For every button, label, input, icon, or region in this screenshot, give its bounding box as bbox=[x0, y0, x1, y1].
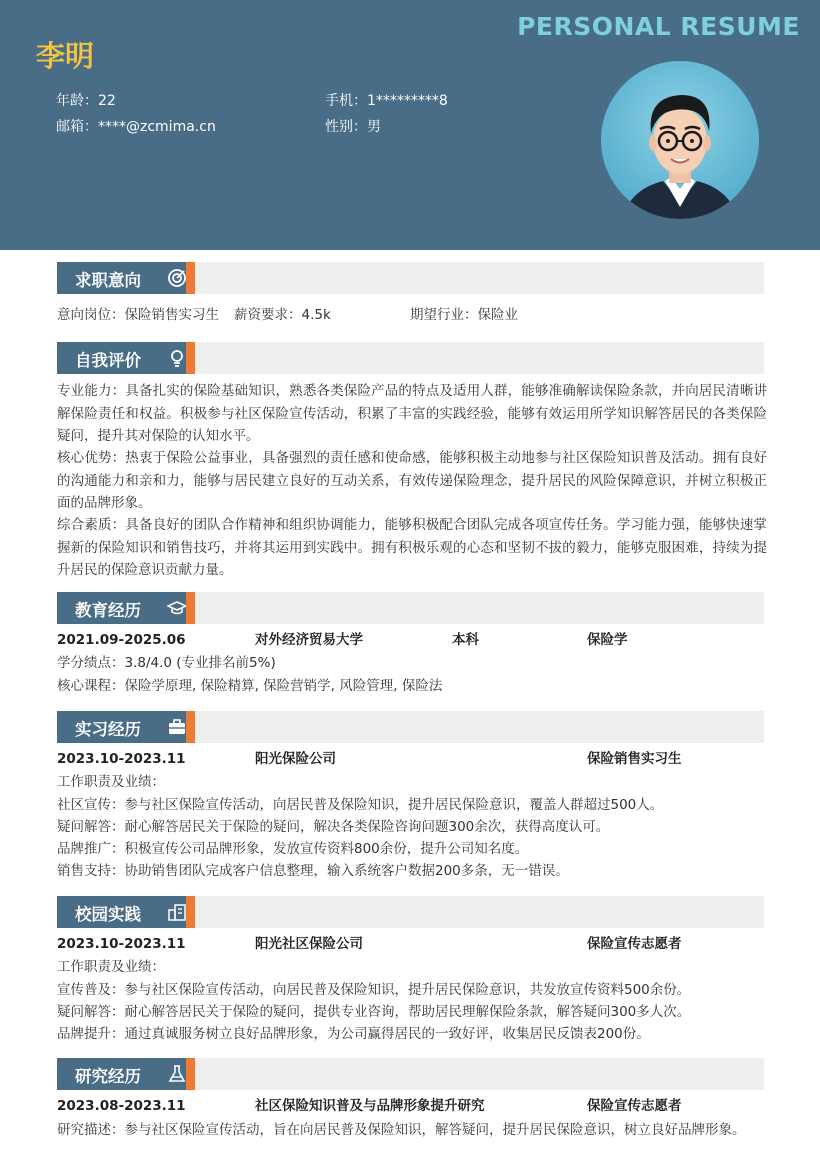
internship-role: 保险销售实习生 bbox=[587, 751, 682, 767]
campus-org: 阳光社区保险公司 bbox=[255, 936, 363, 952]
gender-field bbox=[325, 116, 381, 136]
phone-value: 1*********8 bbox=[367, 93, 448, 109]
lightbulb-icon bbox=[167, 348, 187, 368]
section-title-internship: 实习经历 bbox=[75, 720, 141, 739]
internship-line: 社区宣传：参与社区保险宣传活动，向居民普及保险知识，提升居民保险意识，覆盖人群超过500人。 bbox=[57, 797, 664, 813]
briefcase-icon bbox=[167, 717, 187, 737]
section-tab bbox=[57, 896, 195, 928]
campus-line: 品牌提升：通过真诚服务树立良好品牌形象，为公司赢得居民的一致好评，收集居民反馈表200份。 bbox=[57, 1026, 650, 1042]
accent-stripe bbox=[186, 262, 195, 294]
gender-label: 性别： bbox=[325, 119, 367, 135]
accent-stripe bbox=[186, 1058, 195, 1090]
email-label: 邮箱： bbox=[56, 119, 98, 135]
intention-salary: 薪资要求：4.5k bbox=[234, 307, 331, 323]
accent-stripe bbox=[186, 896, 195, 928]
campus-line: 工作职责及业绩： bbox=[57, 959, 165, 975]
age-label: 年龄： bbox=[56, 93, 98, 109]
age-value: 22 bbox=[98, 93, 116, 109]
section-self-eval bbox=[57, 342, 764, 374]
internship-company: 阳光保险公司 bbox=[255, 751, 336, 767]
education-gpa: 学分绩点：3.8/4.0 (专业排名前5%) bbox=[57, 655, 276, 671]
section-tab bbox=[57, 592, 195, 624]
phone-field bbox=[325, 90, 448, 110]
portrait-photo bbox=[601, 61, 759, 219]
flask-icon bbox=[167, 1064, 187, 1084]
email-field bbox=[56, 116, 216, 136]
section-title-research: 研究经历 bbox=[75, 1067, 141, 1086]
target-icon bbox=[167, 268, 187, 288]
section-title-self-eval: 自我评价 bbox=[75, 351, 141, 370]
intention-position: 意向岗位：保险销售实习生 bbox=[57, 307, 219, 323]
research-desc: 研究描述：参与社区保险宣传活动，旨在向居民普及保险知识，解答疑问，提升居民保险意识，树立良好品牌形象。 bbox=[57, 1122, 746, 1138]
section-campus bbox=[57, 896, 764, 928]
education-period: 2021.09-2025.06 bbox=[57, 632, 186, 648]
age-field bbox=[56, 90, 116, 110]
education-degree: 本科 bbox=[452, 632, 479, 648]
self-eval-quality: 综合素质：具备良好的团队合作精神和组织协调能力，能够积极配合团队完成各项宣传任务。学习能力强，能够快速掌握新的保险知识和销售技巧，并将其运用到实践中。拥有积极乐观的心态和坚韧不拔的毅力，能够克服困难，持续为提升居民的保险意识贡献力量。 bbox=[57, 517, 767, 578]
section-internship bbox=[57, 711, 764, 743]
section-tab bbox=[57, 342, 195, 374]
internship-line: 销售支持：协助销售团队完成客户信息整理，输入系统客户数据200多条，无一错误。 bbox=[57, 863, 569, 879]
campus-role: 保险宣传志愿者 bbox=[587, 936, 682, 952]
accent-stripe bbox=[186, 711, 195, 743]
research-project: 社区保险知识普及与品牌形象提升研究 bbox=[255, 1098, 485, 1114]
section-tab bbox=[57, 1058, 195, 1090]
campus-line: 疑问解答：耐心解答居民关于保险的疑问，提供专业咨询，帮助居民理解保险条款，解答疑问300多人次。 bbox=[57, 1004, 691, 1020]
gender-value: 男 bbox=[367, 119, 381, 135]
section-title-intention: 求职意向 bbox=[75, 271, 141, 290]
email-value: ****@zcmima.cn bbox=[98, 119, 216, 135]
self-eval-professional: 专业能力：具备扎实的保险基础知识，熟悉各类保险产品的特点及适用人群，能够准确解读保险条款，并向居民清晰讲解保险责任和权益。积极参与社区保险宣传活动，积累了丰富的实践经验，能够有效运用所学知识解答居民的各类保险疑问，提升其对保险的认知水平。 bbox=[57, 383, 767, 444]
section-research bbox=[57, 1058, 764, 1090]
education-major: 保险学 bbox=[587, 632, 628, 648]
graduation-cap-icon bbox=[167, 598, 187, 618]
internship-line: 品牌推广：积极宣传公司品牌形象，发放宣传资料800余份，提升公司知名度。 bbox=[57, 841, 529, 857]
section-title-campus: 校园实践 bbox=[75, 905, 141, 924]
avatar bbox=[601, 61, 759, 219]
section-tab bbox=[57, 711, 195, 743]
internship-line: 工作职责及业绩： bbox=[57, 774, 165, 790]
self-eval-advantage: 核心优势：热衷于保险公益事业，具备强烈的责任感和使命感，能够积极主动地参与社区保险知识普及活动。拥有良好的沟通能力和亲和力，能够与居民建立良好的互动关系，有效传递保险理念，提升居民的风险保障意识，并树立积极正面的品牌形象。 bbox=[57, 450, 767, 511]
internship-period: 2023.10-2023.11 bbox=[57, 751, 186, 767]
candidate-name: 李明 bbox=[36, 39, 95, 73]
intention-industry: 期望行业：保险业 bbox=[410, 307, 518, 323]
campus-period: 2023.10-2023.11 bbox=[57, 936, 186, 952]
education-courses: 核心课程：保险学原理, 保险精算, 保险营销学, 风险管理, 保险法 bbox=[57, 678, 443, 694]
research-role: 保险宣传志愿者 bbox=[587, 1098, 682, 1114]
internship-line: 疑问解答：耐心解答居民关于保险的疑问，解决各类保险咨询问题300余次，获得高度认可。 bbox=[57, 819, 610, 835]
research-period: 2023.08-2023.11 bbox=[57, 1098, 186, 1114]
header-banner bbox=[0, 0, 820, 250]
section-title-education: 教育经历 bbox=[75, 601, 141, 620]
resume-title: PERSONAL RESUME bbox=[517, 12, 800, 41]
campus-line: 宣传普及：参与社区保险宣传活动，向居民普及保险知识，提升居民保险意识，共发放宣传资料500余份。 bbox=[57, 982, 691, 998]
accent-stripe bbox=[186, 592, 195, 624]
phone-label: 手机： bbox=[325, 93, 367, 109]
accent-stripe bbox=[186, 342, 195, 374]
building-icon bbox=[167, 902, 187, 922]
section-intention bbox=[57, 262, 764, 294]
section-tab bbox=[57, 262, 195, 294]
education-school: 对外经济贸易大学 bbox=[255, 632, 363, 648]
section-education bbox=[57, 592, 764, 624]
